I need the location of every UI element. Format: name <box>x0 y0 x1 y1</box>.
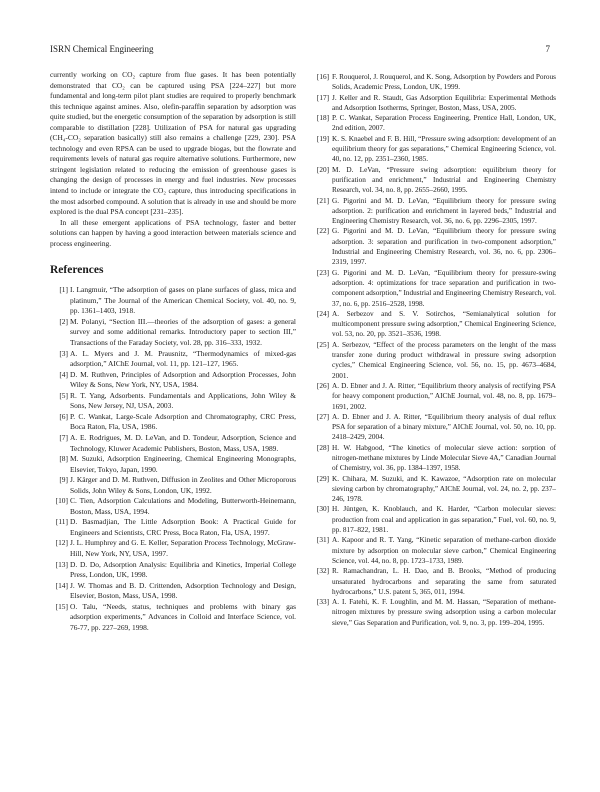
reference-number: [17] <box>316 93 329 102</box>
reference-number: [30] <box>316 505 329 514</box>
right-column <box>310 72 556 628</box>
reference-list-right <box>310 72 556 628</box>
reference-text: G. Pigorini and M. D. LeVan, “Equilibrium theory for pressure swing adsorption. 3: separation and purification in two-component adsorption,” Industrial and Engineering Chemistry Research, vol. 36, no. 6, pp. 2306–2319, 1997. <box>332 227 556 267</box>
reference-number: [21] <box>316 196 329 205</box>
reference-text: J. W. Thomas and B. D. Crittenden, Adsorption Technology and Design, Elsevier, Boston, Mass, USA, 1998. <box>70 580 296 601</box>
reference-number: [28] <box>316 443 329 452</box>
reference-item <box>50 433 296 454</box>
reference-text: M. Polanyi, “Section III.—theories of the adsorption of gases: a general survey and some additional remarks. Introductory paper to section III,” Transactions of the Faraday Society, vol. 28, pp. 316–333, 1932. <box>70 316 296 348</box>
reference-text: A. I. Fatehi, K. F. Loughlin, and M. M. Hassan, “Separation of methane-nitrogen mixtures by pressure swing adsorption using a carbon molecular sieve,” Gas Separation and Purification, vol. 9, no. 3, pp. 199–204, 1995. <box>332 598 556 627</box>
reference-number: [29] <box>316 474 329 483</box>
reference-number: [3] <box>59 348 68 358</box>
references-heading: References <box>50 264 104 277</box>
reference-text: K. S. Knaebel and F. B. Hill, “Pressure swing adsorption: development of an equilibrium theory for gas separations,” Chemical Engineering Science, vol. 40, no. 12, pp. 2351–2360, 1985. <box>332 134 556 164</box>
reference-number: [2] <box>59 316 68 326</box>
reference-number: [4] <box>59 369 68 379</box>
reference-item <box>50 317 296 349</box>
reference-item <box>310 566 556 597</box>
reference-text: O. Talu, “Needs, status, techniques and problems with binary gas adsorption experiments,” Advances in Colloid and Interface Science, vol. 76-77, pp. 227–269, 1998. <box>70 601 296 632</box>
reference-item <box>310 165 556 196</box>
reference-item <box>50 602 296 634</box>
reference-number: [18] <box>316 114 329 123</box>
reference-text: D. D. Do, Adsorption Analysis: Equilibria and Kinetics, Imperial College Press, London, UK, 1998. <box>70 559 296 580</box>
reference-text: G. Pigorini and M. D. LeVan, “Equilibrium theory for pressure swing adsorption. 2: purification and enrichment in layered beds,” Industrial and Engineering Chemistry Research, vol. 36, no. 6, pp. 2296–2305, 1997. <box>332 196 556 226</box>
reference-text: I. Langmuir, “The adsorption of gases on plane surfaces of glass, mica and platinum,” The Journal of the American Chemical Society, vol. 40, no. 9, pp. 1361–1403, 1918. <box>70 285 296 316</box>
reference-item <box>310 340 556 381</box>
reference-text: A. Serbezov and S. V. Sotirchos, “Semianalytical solution for multicomponent pressure swing adsorption,” Chemical Engineering Science, vol. 53, no. 20, pp. 3521–3536, 1998. <box>332 309 556 339</box>
reference-text: H. Jüntgen, K. Knoblauch, and K. Harder, “Carbon molecular sieves: production from coal and application in gas separation,” Fuel, vol. 60, no. 9, pp. 817–822, 1981. <box>332 505 556 535</box>
left-column <box>50 70 296 633</box>
reference-item <box>310 268 556 309</box>
reference-text: A. Serbezov, “Effect of the process parameters on the lenght of the mass transfer zone during product withdrawal in pressure swing adsorption cycles,” Chemical Engineering Science, vol. 56, no. 15, pp. 4673–4684, 2001. <box>332 340 556 380</box>
reference-number: [31] <box>316 536 329 545</box>
reference-item <box>50 370 296 391</box>
reference-item <box>310 412 556 443</box>
reference-number: [25] <box>316 340 329 349</box>
reference-number: [26] <box>316 381 329 390</box>
reference-number: [11] <box>55 517 68 527</box>
reference-item <box>50 496 296 517</box>
reference-text: P. C. Wankat, Separation Process Engineering, Prentice Hall, London, UK, 2nd edition, 2007. <box>332 114 556 133</box>
reference-item <box>50 581 296 602</box>
reference-text: A. Kapoor and R. T. Yang, “Kinetic separation of methane-carbon dioxide mixture by adsorption on molecular sieve carbon,” Chemical Engineering Science, vol. 44, no. 8, pp. 1723–1733, 1989. <box>332 536 556 565</box>
reference-text: J. Kärger and D. M. Ruthven, Diffusion in Zeolites and Other Microporous Solids, John Wiley & Sons, London, UK, 1992. <box>70 475 296 495</box>
reference-number: [24] <box>316 309 329 318</box>
body-paragraph: In all these emergent applications of PSA technology, faster and better solutions can happen by having a good interaction between materials science and process engineering. <box>50 217 296 248</box>
running-head <box>50 44 550 56</box>
reference-text: C. Tien, Adsorption Calculations and Modeling, Butterworth-Heinemann, Boston, Mass, USA, 1994. <box>70 496 296 516</box>
reference-item <box>310 113 556 134</box>
reference-item <box>310 381 556 412</box>
reference-item <box>50 412 296 433</box>
reference-item <box>50 454 296 475</box>
reference-number: [33] <box>316 598 329 607</box>
reference-text: M. D. LeVan, “Pressure swing adsorption: equilibrium theory for purification and enrichment,” Industrial and Engineering Chemistry Research, vol. 34, no. 8, pp. 2655–2660, 1995. <box>332 165 556 195</box>
reference-item <box>50 285 296 317</box>
reference-number: [7] <box>59 432 68 442</box>
reference-number: [27] <box>316 412 329 421</box>
reference-number: [6] <box>59 411 68 421</box>
reference-item <box>310 443 556 474</box>
reference-list-left <box>50 285 296 633</box>
reference-text: P. C. Wankat, Large-Scale Adsorption and Chromatography, CRC Press, Boca Raton, Fla, USA, 1986. <box>70 411 296 432</box>
reference-number: [19] <box>316 134 329 143</box>
reference-item <box>310 72 556 93</box>
reference-text: R. Ramachandran, L. H. Dao, and B. Brooks, “Method of producing unsaturated hydrocarbons and separating the same from saturated hydrocarbons,” U.S. patent 5, 365, 011, 1994. <box>332 567 556 596</box>
reference-text: A. D. Ebner and J. A. Ritter, “Equilibrium theory analysis of dual reflux PSA for separation of a binary mixture,” AIChE Journal, vol. 50, no. 10, pp. 2418–2429, 2004. <box>332 412 556 442</box>
reference-number: [10] <box>55 496 68 506</box>
reference-item <box>50 391 296 412</box>
reference-number: [22] <box>316 227 329 236</box>
reference-item <box>310 597 556 628</box>
reference-number: [20] <box>316 165 329 174</box>
reference-item <box>310 226 556 267</box>
reference-number: [16] <box>316 73 329 81</box>
reference-number: [1] <box>59 285 68 295</box>
reference-item <box>310 504 556 535</box>
reference-text: A. D. Ebner and J. A. Ritter, “Equilibrium theory analysis of rectifying PSA for heavy component production,” AIChE Journal, vol. 48, no. 8, pp. 1679–1691, 2002. <box>332 381 556 411</box>
reference-item <box>310 474 556 505</box>
reference-item <box>50 560 296 581</box>
reference-text: A. E. Rodrigues, M. D. LeVan, and D. Tondeur, Adsorption, Science and Technology, Kluwer Academic Publishers, Boston, Mass, USA, 1989. <box>70 432 296 453</box>
page-number: 7 <box>545 44 550 54</box>
reference-number: [15] <box>55 601 68 611</box>
reference-text: M. Suzuki, Adsorption Engineering, Chemical Engineering Monographs, Elsevier, Tokyo, Japan, 1990. <box>70 454 296 474</box>
reference-text: K. Chihara, M. Suzuki, and K. Kawazoe, “Adsorption rate on molecular sieving carbon by chromatography,” AIChE Journal, vol. 24, no. 2, pp. 237–246, 1978. <box>332 474 556 504</box>
reference-item <box>310 134 556 165</box>
reference-text: G. Pigorini and M. D. LeVan, “Equilibrium theory for pressure-swing adsorption. 4: optimizations for trace separation and purification in two-component adsorption,” Industrial and Engineering Chemistry Research, vol. 37, no. 6, pp. 2516–2528, 1998. <box>332 268 556 308</box>
reference-number: [12] <box>55 538 68 548</box>
reference-text: J. Keller and R. Staudt, Gas Adsorption Equilibria: Experimental Methods and Adsorption Isotherms, Springer, Boston, Mass, USA, 2005. <box>332 93 556 112</box>
reference-item <box>310 309 556 340</box>
reference-number: [14] <box>55 580 68 590</box>
body-paragraph: currently working on CO₂ capture from flue gases. It has been potentially demonstrated that CO₂ can be captured using PSA [224–227] but more fundamental and long-term pilot plant studies are required to properly benchmark this technique against amines. Also, olefin-paraffin separation by adsorption was quite studied, but the energetic consumption of the separation by adsorption is still comparable to distillation [228]. Utilization of PSA for natural gas upgrading (CH₄-CO₂ separation basically) still also remains a challenge [229, 230]. PSA technology and even RPSA can be used to upgrade biogas, but the flowrate and requirements levels of natural gas require alternative solutions. Furthermore, new stringent legislation related to reducing the emission of greenhouse gases is changing the design of processes in energy and fuel industries. New processes intend to include or integrate the CO₂ capture, thus introducing specifications in the most adsorbed compound. A solution that is already in use and should be more explored is the dual PSA concept [231–235]. <box>50 70 296 217</box>
reference-item <box>50 538 296 559</box>
reference-text: D. Basmadjian, The Little Adsorption Book: A Practical Guide for Engineers and Scientists, CRC Press, Boca Raton, Fla, USA, 1997. <box>70 517 296 537</box>
reference-text: F. Rouquerol, J. Rouquerol, and K. Song, Adsorption by Powders and Porous Solids, Academic Press, London, UK, 1999. <box>332 73 556 92</box>
reference-item <box>310 93 556 114</box>
reference-text: R. T. Yang, Adsorbents. Fundamentals and Applications, John Wiley & Sons, New Jersey, NJ, USA, 2003. <box>70 390 296 411</box>
reference-number: [32] <box>316 567 329 576</box>
reference-text: D. M. Ruthven, Principles of Adsorption and Adsorption Processes, John Wiley & Sons, New York, NY, USA, 1984. <box>70 369 296 390</box>
reference-number: [8] <box>59 454 68 464</box>
reference-text: A. L. Myers and J. M. Prausnitz, “Thermodynamics of mixed-gas adsorption,” AIChE Journal, vol. 11, pp. 121–127, 1965. <box>70 348 296 369</box>
reference-item <box>50 349 296 370</box>
reference-number: [13] <box>55 559 68 569</box>
journal-name: ISRN Chemical Engineering <box>50 44 154 54</box>
reference-text: J. L. Humphrey and G. E. Keller, Separation Process Technology, McGraw-Hill, New York, NY, USA, 1997. <box>70 538 296 558</box>
reference-number: [23] <box>316 268 329 277</box>
reference-item <box>50 517 296 538</box>
reference-number: [9] <box>59 475 68 485</box>
reference-item <box>310 196 556 227</box>
reference-number: [5] <box>59 390 68 400</box>
reference-item <box>310 535 556 566</box>
reference-item <box>50 475 296 496</box>
reference-text: H. W. Habgood, “The kinetics of molecular sieve action: sorption of nitrogen-methane mixtures by Linde Molecular Sieve 4A,” Canadian Journal of Chemistry, vol. 36, pp. 1384–1397, 1958. <box>332 443 556 473</box>
